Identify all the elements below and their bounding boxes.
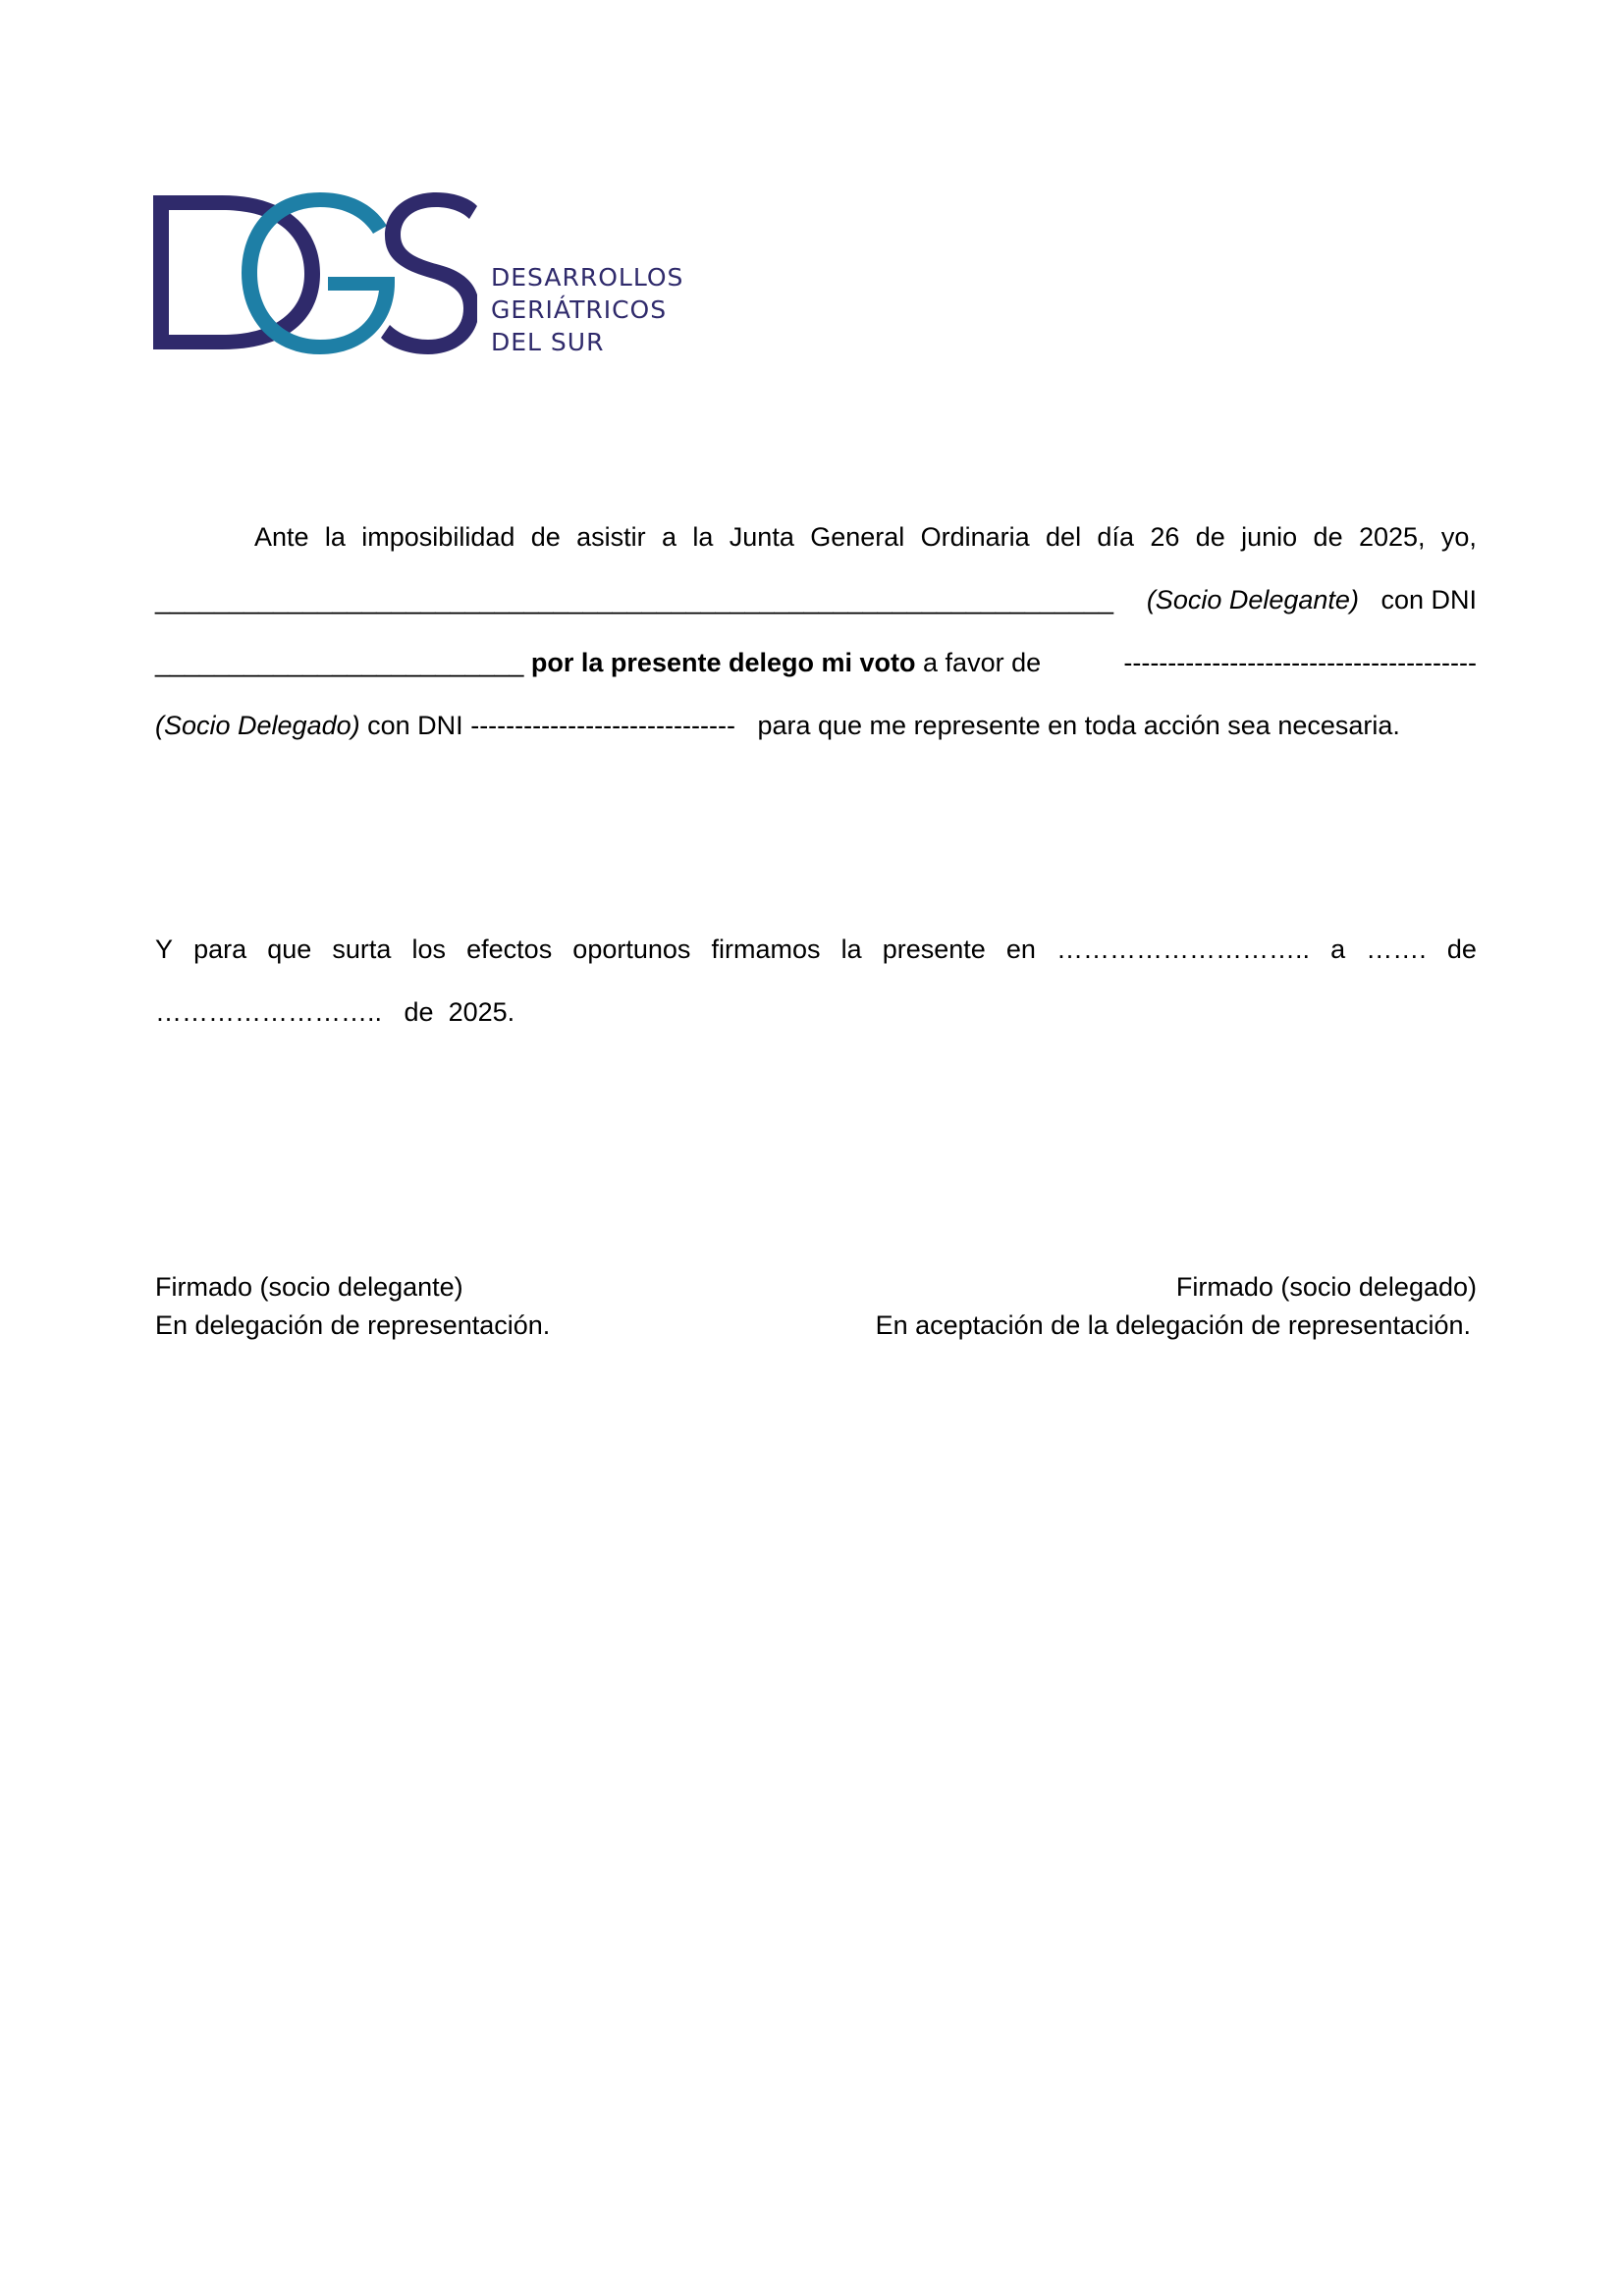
paragraph1-word: junio (1241, 522, 1298, 552)
socio-delegante-dni-blank[interactable]: _________________________ (155, 648, 524, 677)
paragraph1-word: Ante (254, 522, 309, 552)
paragraph2-word: efectos (466, 934, 553, 964)
delegation-paragraph (155, 506, 1477, 757)
year-text: 2025. (448, 997, 515, 1027)
socio-delegado-dni-blank[interactable]: ------------------------------ (470, 711, 735, 740)
paragraph1-word: la (692, 522, 714, 552)
logo-company-name (491, 261, 683, 358)
signature-delegado (876, 1268, 1477, 1345)
paragraph2-word: de (1446, 934, 1477, 964)
paragraph2-word[interactable]: ……. (1366, 934, 1427, 964)
paragraph1-word: de (530, 522, 561, 552)
paragraph1-line-3 (155, 631, 1477, 694)
logo-line-2: GERIÁTRICOS (491, 295, 668, 324)
paragraph1-word: a (662, 522, 677, 552)
logo-line-1: DESARROLLOS (491, 263, 684, 292)
paragraph2-line-1 (155, 918, 1477, 981)
socio-delegante-name-blank[interactable]: _________________________________________________________________ (155, 585, 1114, 614)
paragraph1-word: de (1313, 522, 1343, 552)
socio-delegado-name-blank[interactable]: ---------------------------------------- (1123, 648, 1477, 677)
signature-delegante-subtitle: En delegación de representación. (155, 1310, 551, 1340)
paragraph2-word: en (1005, 934, 1036, 964)
signature-delegante (155, 1268, 550, 1345)
delegation-statement: por la presente delego mi voto (530, 648, 916, 677)
paragraph2-word: Y (155, 934, 174, 964)
signature-delegado-title: Firmado (socio delegado) (1175, 1272, 1477, 1302)
dgs-logo-mark (153, 192, 477, 354)
paragraph1-word: yo, (1440, 522, 1477, 552)
paragraph1-line-1 (155, 506, 1477, 568)
company-logo (153, 192, 683, 359)
paragraph1-word: Ordinaria (920, 522, 1030, 552)
socio-delegante-label: (Socio Delegante) (1146, 585, 1359, 614)
paragraph2-line-2 (155, 981, 1477, 1043)
paragraph1-word: del (1046, 522, 1082, 552)
month-blank[interactable]: …………………….. (155, 997, 383, 1027)
paragraph1-word: la (324, 522, 346, 552)
paragraph2-word[interactable]: ……………………….. (1056, 934, 1311, 964)
paragraph2-word: la (840, 934, 862, 964)
paragraph1-word: 26 (1150, 522, 1180, 552)
place-date-paragraph (155, 918, 1477, 1043)
de-text: de (404, 997, 434, 1027)
paragraph2-word: firmamos (711, 934, 821, 964)
in-favor-text: a favor de (923, 648, 1042, 677)
paragraph2-word: presente (882, 934, 986, 964)
paragraph1-word: día (1097, 522, 1134, 552)
paragraph2-word: surta (332, 934, 392, 964)
paragraph1-word: General (810, 522, 905, 552)
logo-line-3: DEL SUR (491, 328, 605, 356)
socio-delegado-label: (Socio Delegado) (155, 711, 360, 740)
paragraph1-word: de (1195, 522, 1225, 552)
paragraph1-word: 2025, (1358, 522, 1426, 552)
paragraph1-word: asistir (576, 522, 646, 552)
dni-label-delegante: con DNI (1380, 585, 1477, 614)
paragraph2-word: a (1330, 934, 1346, 964)
representation-text: para que me represente en toda acción sea necesaria. (757, 711, 1400, 740)
signature-delegante-title: Firmado (socio delegante) (155, 1272, 463, 1302)
paragraph2-word: oportunos (572, 934, 691, 964)
paragraph1-line-2 (155, 568, 1477, 631)
paragraph2-word: para (193, 934, 247, 964)
paragraph1-word: Junta (729, 522, 794, 552)
signature-delegado-subtitle: En aceptación de la delegación de representación. (875, 1310, 1471, 1340)
paragraph2-word: que (267, 934, 312, 964)
dni-label-delegado: con DNI (367, 711, 463, 740)
paragraph2-word: los (411, 934, 447, 964)
paragraph1-word: imposibilidad (361, 522, 515, 552)
paragraph1-line-4 (155, 694, 1477, 757)
